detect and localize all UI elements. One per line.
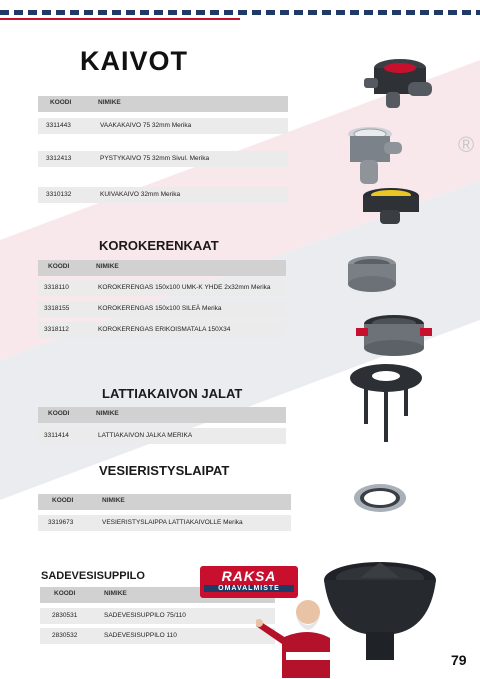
row-code: 3318110 [44, 284, 69, 291]
top-red-line [0, 18, 240, 20]
row-code: 2830531 [52, 612, 78, 619]
top-bar-dash [84, 10, 93, 15]
row-name: VESIERISTYSLAIPPA LATTIAKAIVOLLE Merika [102, 519, 243, 526]
table-korokerenkaat [38, 260, 286, 340]
top-bar-dash [378, 10, 387, 15]
top-bar-dash [42, 10, 51, 15]
top-bar-dash [336, 10, 345, 15]
row-name: PYSTYKAIVO 75 32mm Sivul. Merika [100, 155, 210, 162]
row-code: 3312413 [46, 155, 72, 162]
top-bar-dash [476, 10, 480, 15]
top-bar-dash [238, 10, 247, 15]
table-row [38, 322, 286, 338]
top-bar-dash [294, 10, 303, 15]
row-name: KOROKERENGAS ERIKOISMATALA 150X34 [98, 326, 231, 333]
row-name: KOROKERENGAS 150x100 UMK-K YHDE 2x32mm Merika [98, 284, 271, 291]
row-code: 3311414 [44, 432, 69, 439]
top-bar-dash [28, 10, 37, 15]
table-lattiakaivon-jalat [38, 407, 286, 445]
top-bar-dash [56, 10, 65, 15]
row-name: SADEVESISUPPILO 110 [104, 632, 177, 639]
top-bar-dash [252, 10, 261, 15]
row-code: 3310132 [46, 191, 72, 198]
section-heading-korokerenkaat: KOROKERENKAAT [99, 238, 219, 253]
top-bar-dash [70, 10, 79, 15]
table-header [38, 260, 286, 276]
badge-brand: RAKSA [221, 568, 277, 584]
table-row [40, 628, 275, 644]
table-row [38, 301, 286, 317]
table-row [38, 187, 288, 203]
top-bar-dash [420, 10, 429, 15]
top-bar-dash [406, 10, 415, 15]
table-kaivot [38, 96, 288, 208]
top-bar-dash [182, 10, 191, 15]
badge-tagline: OMAVALMISTE [204, 585, 294, 592]
col-code-header: KOODI [48, 410, 70, 417]
row-name: VAAKAKAIVO 75 32mm Merika [100, 122, 192, 129]
top-bar-dash [462, 10, 471, 15]
section-heading-vesieristyslaipat: VESIERISTYSLAIPAT [99, 463, 230, 478]
korokerengas-matala-image [356, 310, 432, 360]
col-name-header: NIMIKE [104, 590, 127, 597]
pystykaivo-image [340, 124, 404, 188]
table-row [40, 608, 275, 624]
top-bar-dash [392, 10, 401, 15]
row-code: 3318155 [44, 305, 70, 312]
top-bar-dash [112, 10, 121, 15]
row-code: 3311443 [46, 122, 71, 129]
col-name-header: NIMIKE [96, 263, 119, 270]
table-header [38, 96, 288, 112]
top-bar-dash [14, 10, 23, 15]
table-row [38, 280, 286, 296]
col-code-header: KOODI [48, 263, 70, 270]
kuivakaivo-image [358, 186, 424, 226]
sadevesisuppilo-image [320, 558, 440, 662]
vesieristyslaippa-image [352, 482, 408, 514]
mascot-image [256, 594, 330, 678]
section-heading-sadevesisuppilo: SADEVESISUPPILO [41, 570, 145, 582]
row-name: KUIVAKAIVO 32mm Merika [100, 191, 181, 198]
page-title: KAIVOT [80, 46, 189, 76]
top-bar-dash [98, 10, 107, 15]
row-code: 2830532 [52, 632, 78, 639]
row-code: 3318112 [44, 326, 69, 333]
top-bar-dash [280, 10, 289, 15]
table-row [38, 515, 291, 531]
top-bar-dash [168, 10, 177, 15]
row-code: 3319673 [48, 519, 74, 526]
top-bar-dash [224, 10, 233, 15]
top-bar-dash [434, 10, 443, 15]
lattiakaivon-jalka-image [348, 362, 424, 444]
top-bar-dash [210, 10, 219, 15]
page-number: 79 [451, 652, 467, 668]
col-name-header: NIMIKE [96, 410, 119, 417]
table-row [38, 118, 288, 134]
row-name: SADEVESISUPPILO 75/110 [104, 612, 186, 619]
top-bar-dash [322, 10, 331, 15]
col-code-header: KOODI [50, 99, 72, 106]
col-name-header: NIMIKE [98, 99, 121, 106]
table-row [38, 428, 286, 444]
top-bar-dash [140, 10, 149, 15]
table-header [38, 494, 291, 510]
top-bar-dash [364, 10, 373, 15]
section-heading-lattiakaivon-jalat: LATTIAKAIVON JALAT [102, 386, 243, 401]
row-name: LATTIAKAIVON JALKA MERIKA [98, 432, 193, 439]
top-bar-dash [266, 10, 275, 15]
top-bar-dash [126, 10, 135, 15]
vaakakaivo-image [362, 56, 434, 114]
top-dashed-bar [0, 10, 480, 16]
col-code-header: KOODI [54, 590, 76, 597]
col-code-header: KOODI [52, 497, 74, 504]
registered-mark: ® [458, 132, 475, 157]
korokerengas-image [346, 254, 398, 296]
top-bar-dash [0, 10, 9, 15]
col-name-header: NIMIKE [102, 497, 125, 504]
table-vesieristyslaipat [38, 494, 291, 532]
top-bar-dash [448, 10, 457, 15]
table-row [38, 151, 288, 167]
top-bar-dash [350, 10, 359, 15]
top-bar-dash [308, 10, 317, 15]
top-bar-dash [196, 10, 205, 15]
top-bar-dash [154, 10, 163, 15]
row-name: KOROKERENGAS 150x100 SILEÄ Merika [98, 305, 222, 312]
table-header [38, 407, 286, 423]
